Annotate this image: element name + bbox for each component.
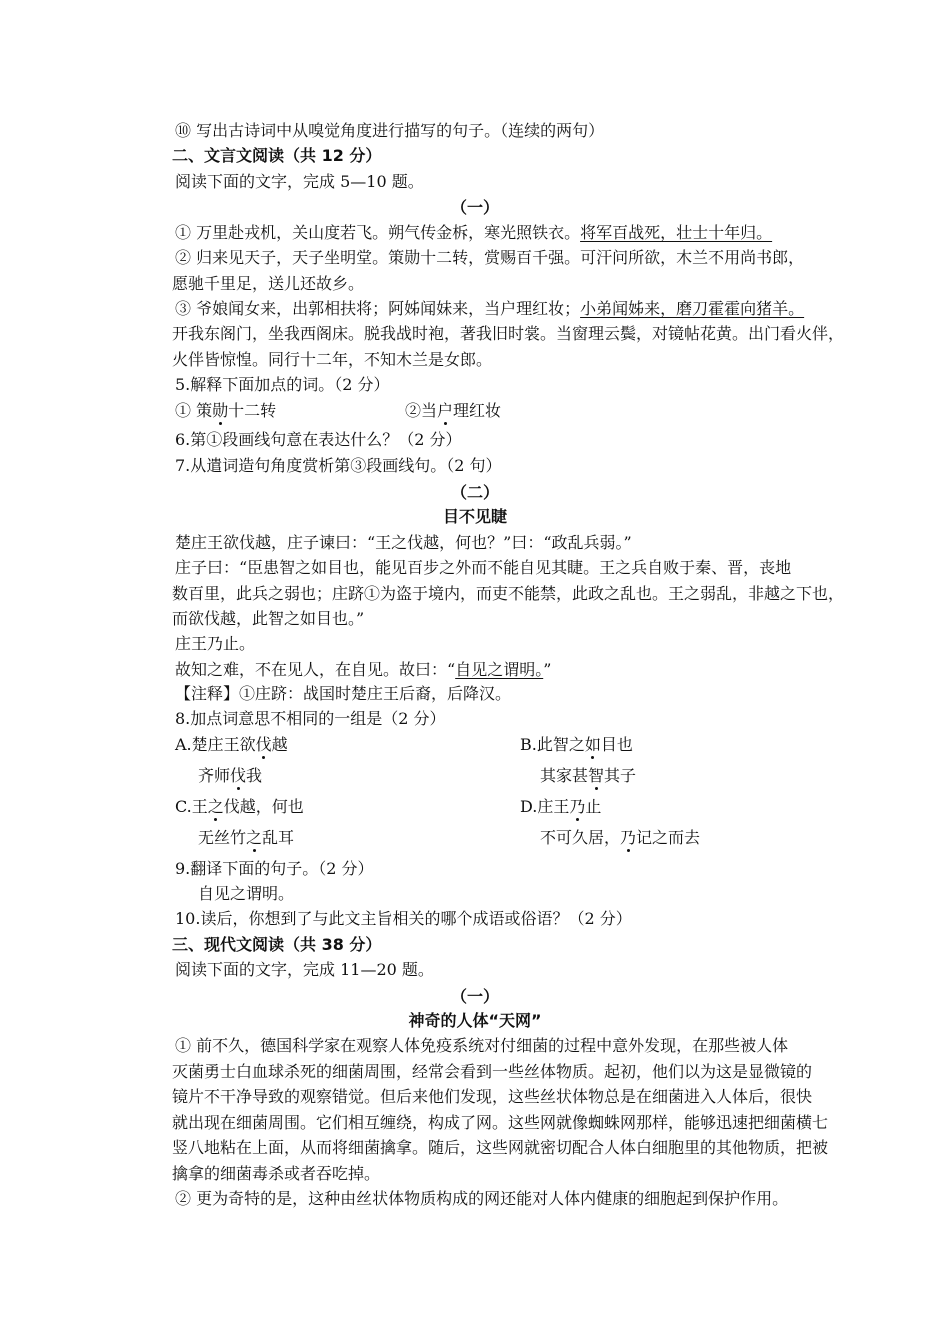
q8-b1-pre: B.此智之 [520,735,585,754]
q8-d2-post: 记之而去 [636,828,701,847]
passage-2-label: （二） [450,483,499,502]
poem-paragraph-2-line1: ② 归来见天子，天子坐明堂。策勋十二转，赏赐百千强。可汗问所欲，木兰不用尚书郎， [175,248,805,267]
passage-3-line2: 灭菌勇士白血球杀死的细菌周围，经常会看到一些丝体物质。起初，他们以为这是显微镜的 [172,1062,813,1081]
q8-d1-pre: D.庄王 [520,797,570,816]
passage-2-title: 目不见睫 [442,507,507,526]
passage-3-line4: 就出现在细菌周围。它们相互缠绕，构成了网。这些网就像蜘蛛网那样，能够迅速把细菌横七 [172,1113,829,1132]
passage-2-line3: 数百里，此兵之弱也；庄跻①为盗于境内，而吏不能禁，此政之乱也。王之弱乱，非越之下也， [172,584,845,603]
question-9: 9.翻译下面的句子。（2 分） [175,859,374,878]
q8-d2-dotted: 乃 [620,828,637,847]
question-7: 7.从遣词造句角度赏析第③段画线句。（2 句） [175,456,502,475]
q8-d1-post: 止 [585,797,602,816]
passage-3-line6: 擒拿的细菌毒杀或者吞吃掉。 [172,1164,381,1183]
q5-item2-post: 理红妆 [453,401,502,420]
q8-d2-pre: 不可久居， [540,828,621,847]
q5-item1-dotted: 勋 [212,401,229,420]
passage-1-label: （一） [450,198,499,217]
q8-c2-post: 乱耳 [262,828,295,847]
poem-p3-underlined: 小弟闻姊来，磨刀霍霍向猪羊。 [580,299,805,318]
section-3-instruction: 阅读下面的文字，完成 11—20 题。 [175,960,434,979]
q8-a1-pre: A.楚庄王欲 [175,735,256,754]
question-8-option-d1 [520,797,601,817]
q8-a2-dotted: 伐 [230,766,247,785]
question-5-item-2 [405,401,501,421]
poem-paragraph-2-line2: 愿驰千里足，送儿还故乡。 [172,274,365,293]
passage-2-line5: 庄王乃止。 [175,634,256,653]
question-6: 6.第①段画线句意在表达什么？（2 分） [175,430,462,449]
section-2-instruction: 阅读下面的文字，完成 5—10 题。 [175,172,424,191]
question-8-option-c1 [175,797,304,817]
section-2-heading: 二、文言文阅读（共 12 分） [172,146,382,165]
poem-p1-underlined: 将军百战死，壮士十年归。 [580,223,773,242]
q8-b1-post: 目也 [600,735,633,754]
question-5-item-1 [175,401,276,421]
passage-2-line2: 庄子曰：“臣患智之如目也，能见百步之外而不能自见其睫。王之兵自败于秦、晋，丧地 [175,558,792,577]
poem-paragraph-3-line1 [175,299,804,319]
q8-a2-post: 我 [246,766,263,785]
q8-a2-pre: 齐师 [198,766,231,785]
passage-3-line5: 竖八地粘在上面，从而将细菌擒拿。随后，这些网就密切配合人体白细胞里的其他物质，把被 [172,1138,829,1157]
poem-paragraph-1 [175,223,772,243]
question-10-line: ⑩ 写出古诗词中从嗅觉角度进行描写的句子。（连续的两句） [175,121,605,140]
q8-b2-pre: 其家甚 [540,766,589,785]
passage-2-line6-close-quote: ” [543,660,552,679]
poem-p1-text: ① 万里赴戎机，关山度若飞。朔气传金柝，寒光照铁衣。 [175,223,581,242]
question-8-option-b2 [540,766,636,786]
q5-item2-pre: ②当 [405,401,438,420]
question-5: 5.解释下面加点的词。（2 分） [175,375,390,394]
q8-b1-dotted: 如 [584,735,601,754]
poem-paragraph-3-line3: 火伴皆惊惶。同行十二年，不知木兰是女郎。 [172,350,493,369]
passage-3-line3: 镜片不干净导致的观察错觉。但后来他们发现，这些丝状体物总是在细菌进入人体后，很快 [172,1087,813,1106]
q8-c1-dotted: 之 [207,797,224,816]
q8-b2-post: 其子 [604,766,637,785]
passage-3-line1: ① 前不久，德国科学家在观察人体免疫系统对付细菌的过程中意外发现，在那些被人体 [175,1036,789,1055]
passage-2-annotation: 【注释】①庄跻：战国时楚庄王后裔，后降汉。 [175,684,512,703]
passage-2-line1: 楚庄王欲伐越，庄子谏曰：“王之伐越，何也？”曰：“政乱兵弱。” [175,533,632,552]
question-8-option-c2 [198,828,294,848]
q8-c1-post: 伐越，何也 [223,797,304,816]
q8-b2-dotted: 智 [588,766,605,785]
q5-item1-post: 十二转 [228,401,277,420]
question-8-option-d2 [540,828,700,848]
section-3-heading: 三、现代文阅读（共 38 分） [172,935,382,954]
question-8-option-a1 [175,735,288,755]
question-9-sentence: 自见之谓明。 [198,884,295,903]
question-8-option-b1 [520,735,633,755]
q5-item1-pre: ① 策 [175,401,213,420]
poem-paragraph-3-line2: 开我东阁门，坐我西阁床。脱我战时袍，著我旧时裳。当窗理云鬓，对镜帖花黄。出门看火伴， [172,324,845,343]
question-8: 8.加点词意思不相同的一组是（2 分） [175,709,446,728]
passage-2-line4: 而欲伐越，此智之如目也。” [172,609,365,628]
passage-3-label: （一） [450,987,499,1006]
q8-c2-pre: 无丝竹 [198,828,247,847]
q8-c1-pre: C.王 [175,797,208,816]
question-10: 10.读后，你想到了与此文主旨相关的哪个成语或俗语？（2 分） [175,909,632,928]
passage-3-title: 神奇的人体“天网” [408,1011,542,1030]
question-8-option-a2 [198,766,262,786]
q8-c2-dotted: 之 [246,828,263,847]
poem-p3-text: ③ 爷娘闻女来，出郭相扶将；阿姊闻妹来，当户理红妆； [175,299,581,318]
passage-2-line6-text: 故知之难，不在见人，在自见。故曰：“ [175,660,456,679]
q8-a1-post: 越 [271,735,288,754]
passage-3-line7: ② 更为奇特的是，这种由丝状体物质构成的网还能对人体内健康的细胞起到保护作用。 [175,1189,789,1208]
q8-d1-dotted: 乃 [569,797,586,816]
passage-2-line6-underlined: 自见之谓明。 [455,660,544,679]
q5-item2-dotted: 户 [437,401,454,420]
passage-2-line6 [175,660,551,680]
q8-a1-dotted: 伐 [255,735,272,754]
